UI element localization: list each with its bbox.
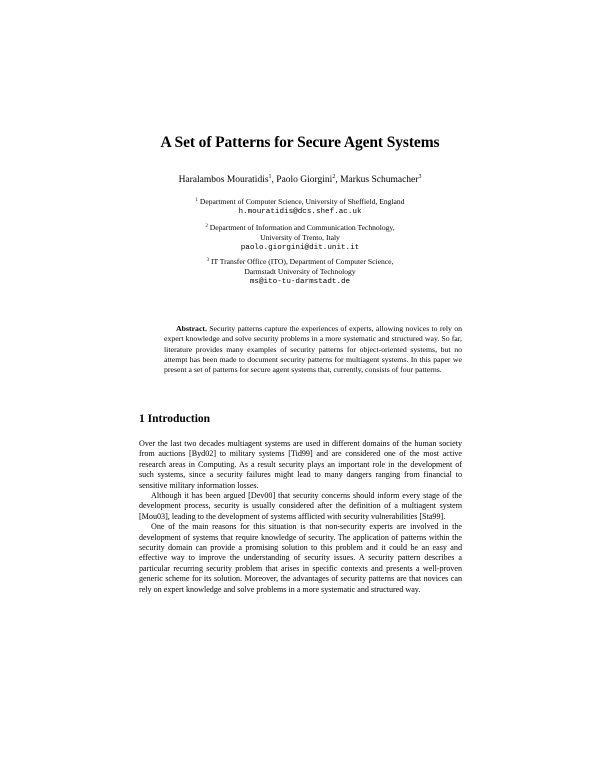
affiliation-email: h.mouratidis@dcs.shef.ac.uk — [238, 208, 362, 217]
abstract-label: Abstract. — [176, 324, 207, 333]
affiliation-text: University of Trento, Italy — [260, 233, 340, 243]
affiliation-block — [0, 222, 600, 254]
affiliation-email: paolo.giorgini@dit.unit.it — [240, 244, 360, 253]
affiliation-line — [0, 196, 600, 207]
affiliation-email: ms@ito-tu-darmstadt.de — [249, 278, 351, 287]
author-name: Paolo Giorgini — [276, 175, 333, 185]
author-line — [0, 174, 600, 185]
affiliation-text: Darmstadt University of Technology — [244, 267, 356, 277]
author-separator: , — [271, 175, 277, 185]
body-paragraph: Although it has been argued [Dev00] that security concerns should inform every stage of the development process, security is usually considered after the definition of a multiagent system [Mou03], leading to the development of systems afflicted with security vulnerabilities [Sta99]. — [139, 491, 462, 521]
body-paragraph: Over the last two decades multiagent systems are used in different domains of the human society from auctions [Byd02] to military systems [Tid99] and are considered one of the most active research areas in Computing. As a result security plays an important role in the development of such systems, since a security failures might lead to many dangers ranging from financial to sensitive military information losses. — [139, 439, 462, 490]
affiliation-text: Department of Information and Communication Technology, — [209, 223, 395, 232]
abstract-text: Security patterns capture the experiences of experts, allowing novices to rely on expert knowledge and solve security problems in a more systematic and structured way. So far, literature provides many examples of security patterns for object-oriented systems, but no attempt has been made to document security patterns for multiagent systems. In this paper we present a set of patterns for secure agent systems that, currently, consists of four patterns. — [164, 324, 462, 375]
author-name: Markus Schumacher — [340, 175, 419, 185]
author-separator: , — [335, 175, 341, 185]
paper-title: A Set of Patterns for Secure Agent Systems — [160, 134, 440, 151]
author-name: Haralambos Mouratidis — [178, 175, 269, 185]
body-paragraph: One of the main reasons for this situation is that non-security experts are involved in the development of systems that require knowledge of security. The application of patterns within the security domain can provide a promising solution to this problem and it could be an easy and effective way to improve the understanding of security issues. A security pattern describes a particular recurring security problem that arises in specific contexts and presents a well-proven generic scheme for its solution. Moreover, the advantages of security patterns are that novices can rely on expert knowledge and solve problems in a more systematic and structured way. — [139, 522, 462, 594]
affiliation-text: IT Transfer Office (ITO), Department of Computer Science, — [210, 257, 394, 266]
abstract — [164, 324, 462, 375]
affiliation-mark: 3 — [206, 258, 210, 263]
affiliation-block — [0, 196, 600, 217]
affiliation-mark: 1 — [195, 198, 198, 203]
section-heading: 1 Introduction — [139, 413, 211, 425]
affiliation-block — [0, 256, 600, 288]
affiliation-line — [0, 222, 600, 233]
affiliation-text: Department of Computer Science, University of Sheffield, England — [199, 197, 405, 206]
author-affiliation-mark: 1 — [268, 174, 272, 180]
section-body — [139, 439, 462, 595]
author-affiliation-mark: 2 — [332, 174, 336, 180]
affiliation-mark: 2 — [205, 224, 208, 229]
affiliation-line — [0, 256, 600, 267]
author-affiliation-mark: 3 — [418, 174, 422, 180]
